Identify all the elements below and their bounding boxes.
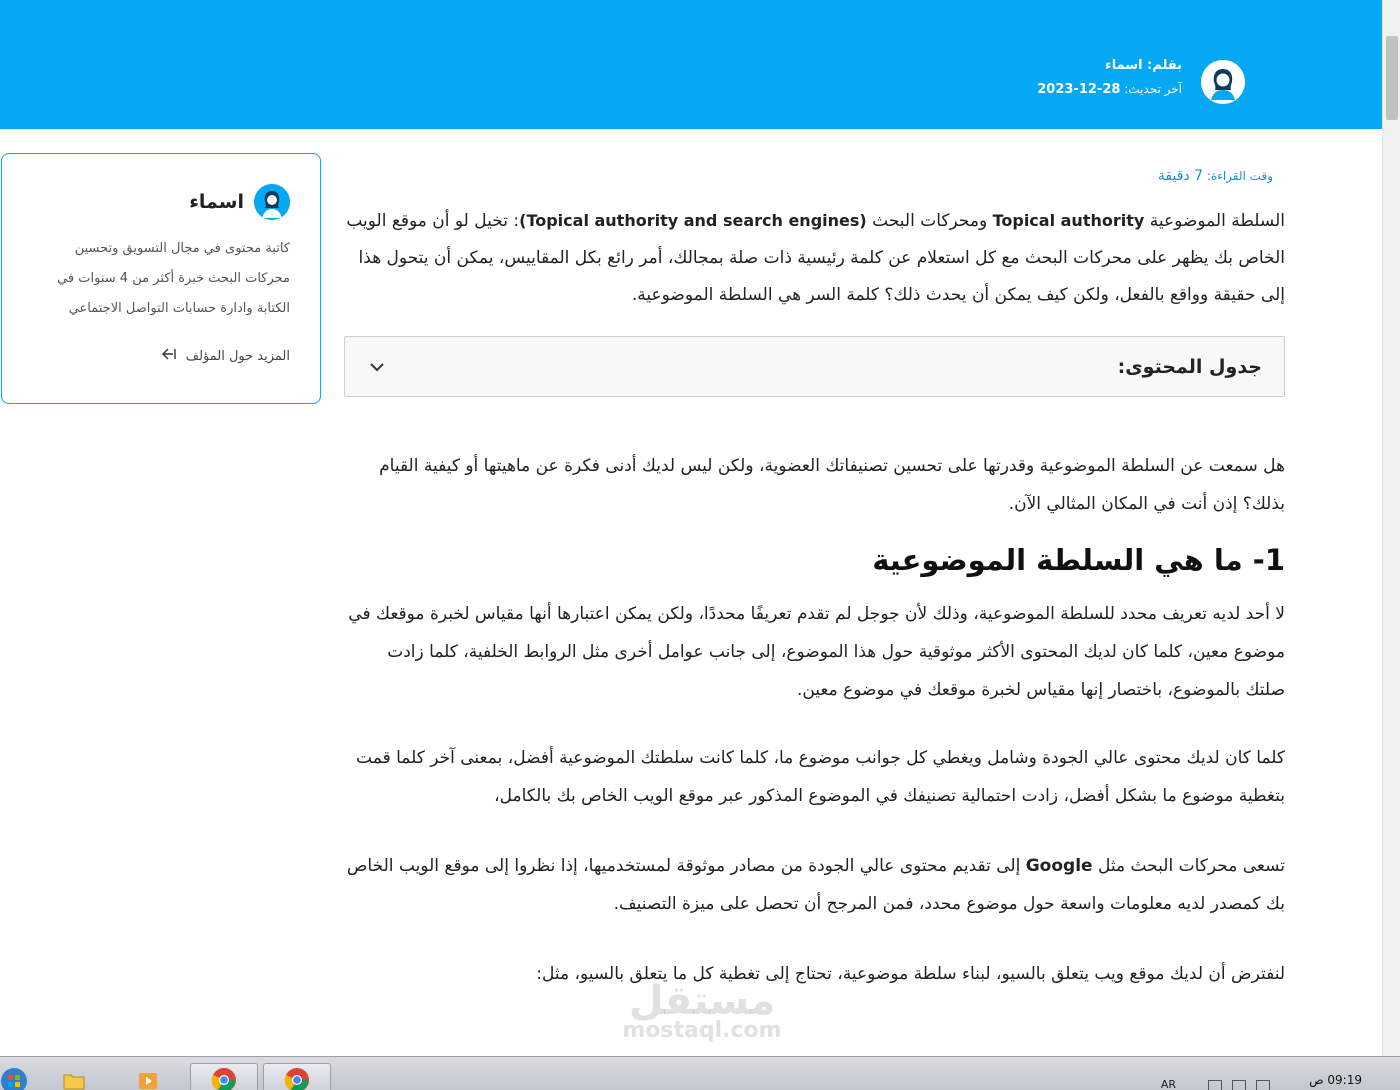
toc-label: جدول المحتوى: <box>1117 355 1262 378</box>
table-of-contents-toggle[interactable] <box>344 336 1285 397</box>
reading-time-value: 7 دقيقة <box>1157 168 1204 184</box>
p4-post: إلى تقديم محتوى عالي الجودة من مصادر موثوقة لمستخدميها، إذا نظروا إلى موقع الويب الخاص بك كمصدر لديه معلومات واسعة حول موضوع محدد، فمن المرجح أن تحصل على ميزة التصنيف. <box>346 856 1285 914</box>
display-icon[interactable] <box>1232 1080 1246 1090</box>
intro-en-term: Topical authority <box>992 211 1145 230</box>
intro-paragraph <box>345 202 1285 314</box>
folder-icon[interactable] <box>62 1069 86 1090</box>
author-card <box>1 153 321 404</box>
avatar[interactable] <box>1201 60 1245 104</box>
arrow-left-icon <box>162 348 176 364</box>
user-avatar-icon <box>1201 60 1245 104</box>
network-icon[interactable] <box>1208 1080 1222 1090</box>
paragraph: لنفترض أن لديك موقع ويب يتعلق بالسيو، لبناء سلطة موضوعية، تحتاج إلى تغطية كل ما يتعلق بالسيو، مثل: <box>536 964 1285 984</box>
system-tray <box>1208 1080 1270 1090</box>
user-avatar-icon <box>254 184 290 220</box>
reading-time-label: وقت القراءة: <box>1206 169 1273 183</box>
updated-label: آخر تحديث: <box>1124 82 1182 96</box>
volume-icon[interactable] <box>1256 1080 1270 1090</box>
taskbar-chrome-window[interactable] <box>263 1063 331 1090</box>
taskbar-clock[interactable]: 09:19 ص <box>1309 1073 1362 1087</box>
os-taskbar <box>0 1056 1400 1090</box>
avatar[interactable] <box>254 184 290 220</box>
reading-time <box>345 168 1273 184</box>
p4-pre: تسعى محركات البحث مثل <box>1092 856 1285 876</box>
author-byline[interactable]: بقلم: اسماء <box>1105 58 1182 73</box>
chrome-icon <box>284 1067 310 1090</box>
last-updated <box>1037 82 1182 97</box>
watermark-domain: mostaql.com <box>622 1018 782 1043</box>
author-card-header <box>189 184 290 220</box>
taskbar-chrome-window[interactable] <box>190 1063 258 1090</box>
language-indicator[interactable]: AR <box>1160 1078 1176 1090</box>
paragraph: كلما كان لديك محتوى عالي الجودة وشامل ويغطي كل جوانب موضوع ما، كلما كانت سلطتك الموضوعية أفضل، بمعنى آخر كلما قمت بتغطية موضوع ما بشكل أفضل، زادت احتمالية تصنيفك في الموضوع المذكور عبر موقع الويب الخاص بك بالكامل، <box>356 748 1285 806</box>
scrollbar-thumb[interactable] <box>1386 36 1398 120</box>
chrome-icon <box>211 1067 237 1090</box>
google-term: Google <box>1025 856 1093 876</box>
updated-date: 28-12-2023 <box>1037 82 1121 97</box>
article-header <box>0 0 1382 129</box>
watermark-logo-text: مستقل <box>628 978 776 1024</box>
start-button-icon[interactable] <box>0 1067 28 1090</box>
paragraph: لا أحد لديه تعريف محدد للسلطة الموضوعية، وذلك لأن جوجل لم تقدم تعريفًا محددًا، ولكن يمكن اعتبارها أنها مقياس لخبرة موقعك في موضوع معين، كلما كان لديك المحتوى الأكثر موثوقية حول هذا الموضوع، إلى جانب عوامل أخرى مثل الروابط الخلفية، كلما زادت صلتك بالموضوع، باختصار إنها مقياس لخبرة موقعك في موضوع معين. <box>348 604 1285 700</box>
watermark <box>612 978 792 1043</box>
paragraph: هل سمعت عن السلطة الموضوعية وقدرتها على تحسين تصنيفاتك العضوية، ولكن ليس لديك أدنى فكرة عن ماهيتها أو كيفية القيام بذلك؟ إذن أنت في المكان المثالي الآن. <box>379 456 1285 514</box>
intro-pre: السلطة الموضوعية <box>1144 211 1285 231</box>
media-player-icon[interactable] <box>136 1069 160 1090</box>
intro-mid: ومحركات البحث <box>866 211 993 231</box>
article-body <box>345 160 1285 993</box>
chevron-down-icon[interactable] <box>367 357 387 377</box>
page-scrollbar[interactable] <box>1382 0 1400 1056</box>
intro-en-phrase: (Topical authority and search engines) <box>519 211 867 230</box>
intro-post: : تخيل لو أن موقع الويب الخاص بك يظهر على محركات البحث مع كل استعلام عن كلمة رئيسية ذات صلة بمجالك، أمر رائع بكل المقاييس، يمكن أن يتحول هذا إلى حقيقة وواقع بالفعل، ولكن كيف يمكن أن يحدث ذلك؟ كلمة السر هي السلطة الموضوعية. <box>346 211 1285 305</box>
section-heading: 1- ما هي السلطة الموضوعية <box>872 543 1285 577</box>
more-about-author-link[interactable] <box>162 348 290 364</box>
paragraph <box>345 847 1285 923</box>
author-name[interactable]: اسماء <box>189 191 244 213</box>
author-meta <box>1037 58 1182 97</box>
more-about-author-label: المزيد حول المؤلف <box>185 348 290 364</box>
author-bio: كاتبة محتوى في مجال التسويق وتحسين محركات البحث خبرة أكثر من 4 سنوات في الكتابة وادارة حسابات التواصل الاجتماعي <box>57 241 290 316</box>
